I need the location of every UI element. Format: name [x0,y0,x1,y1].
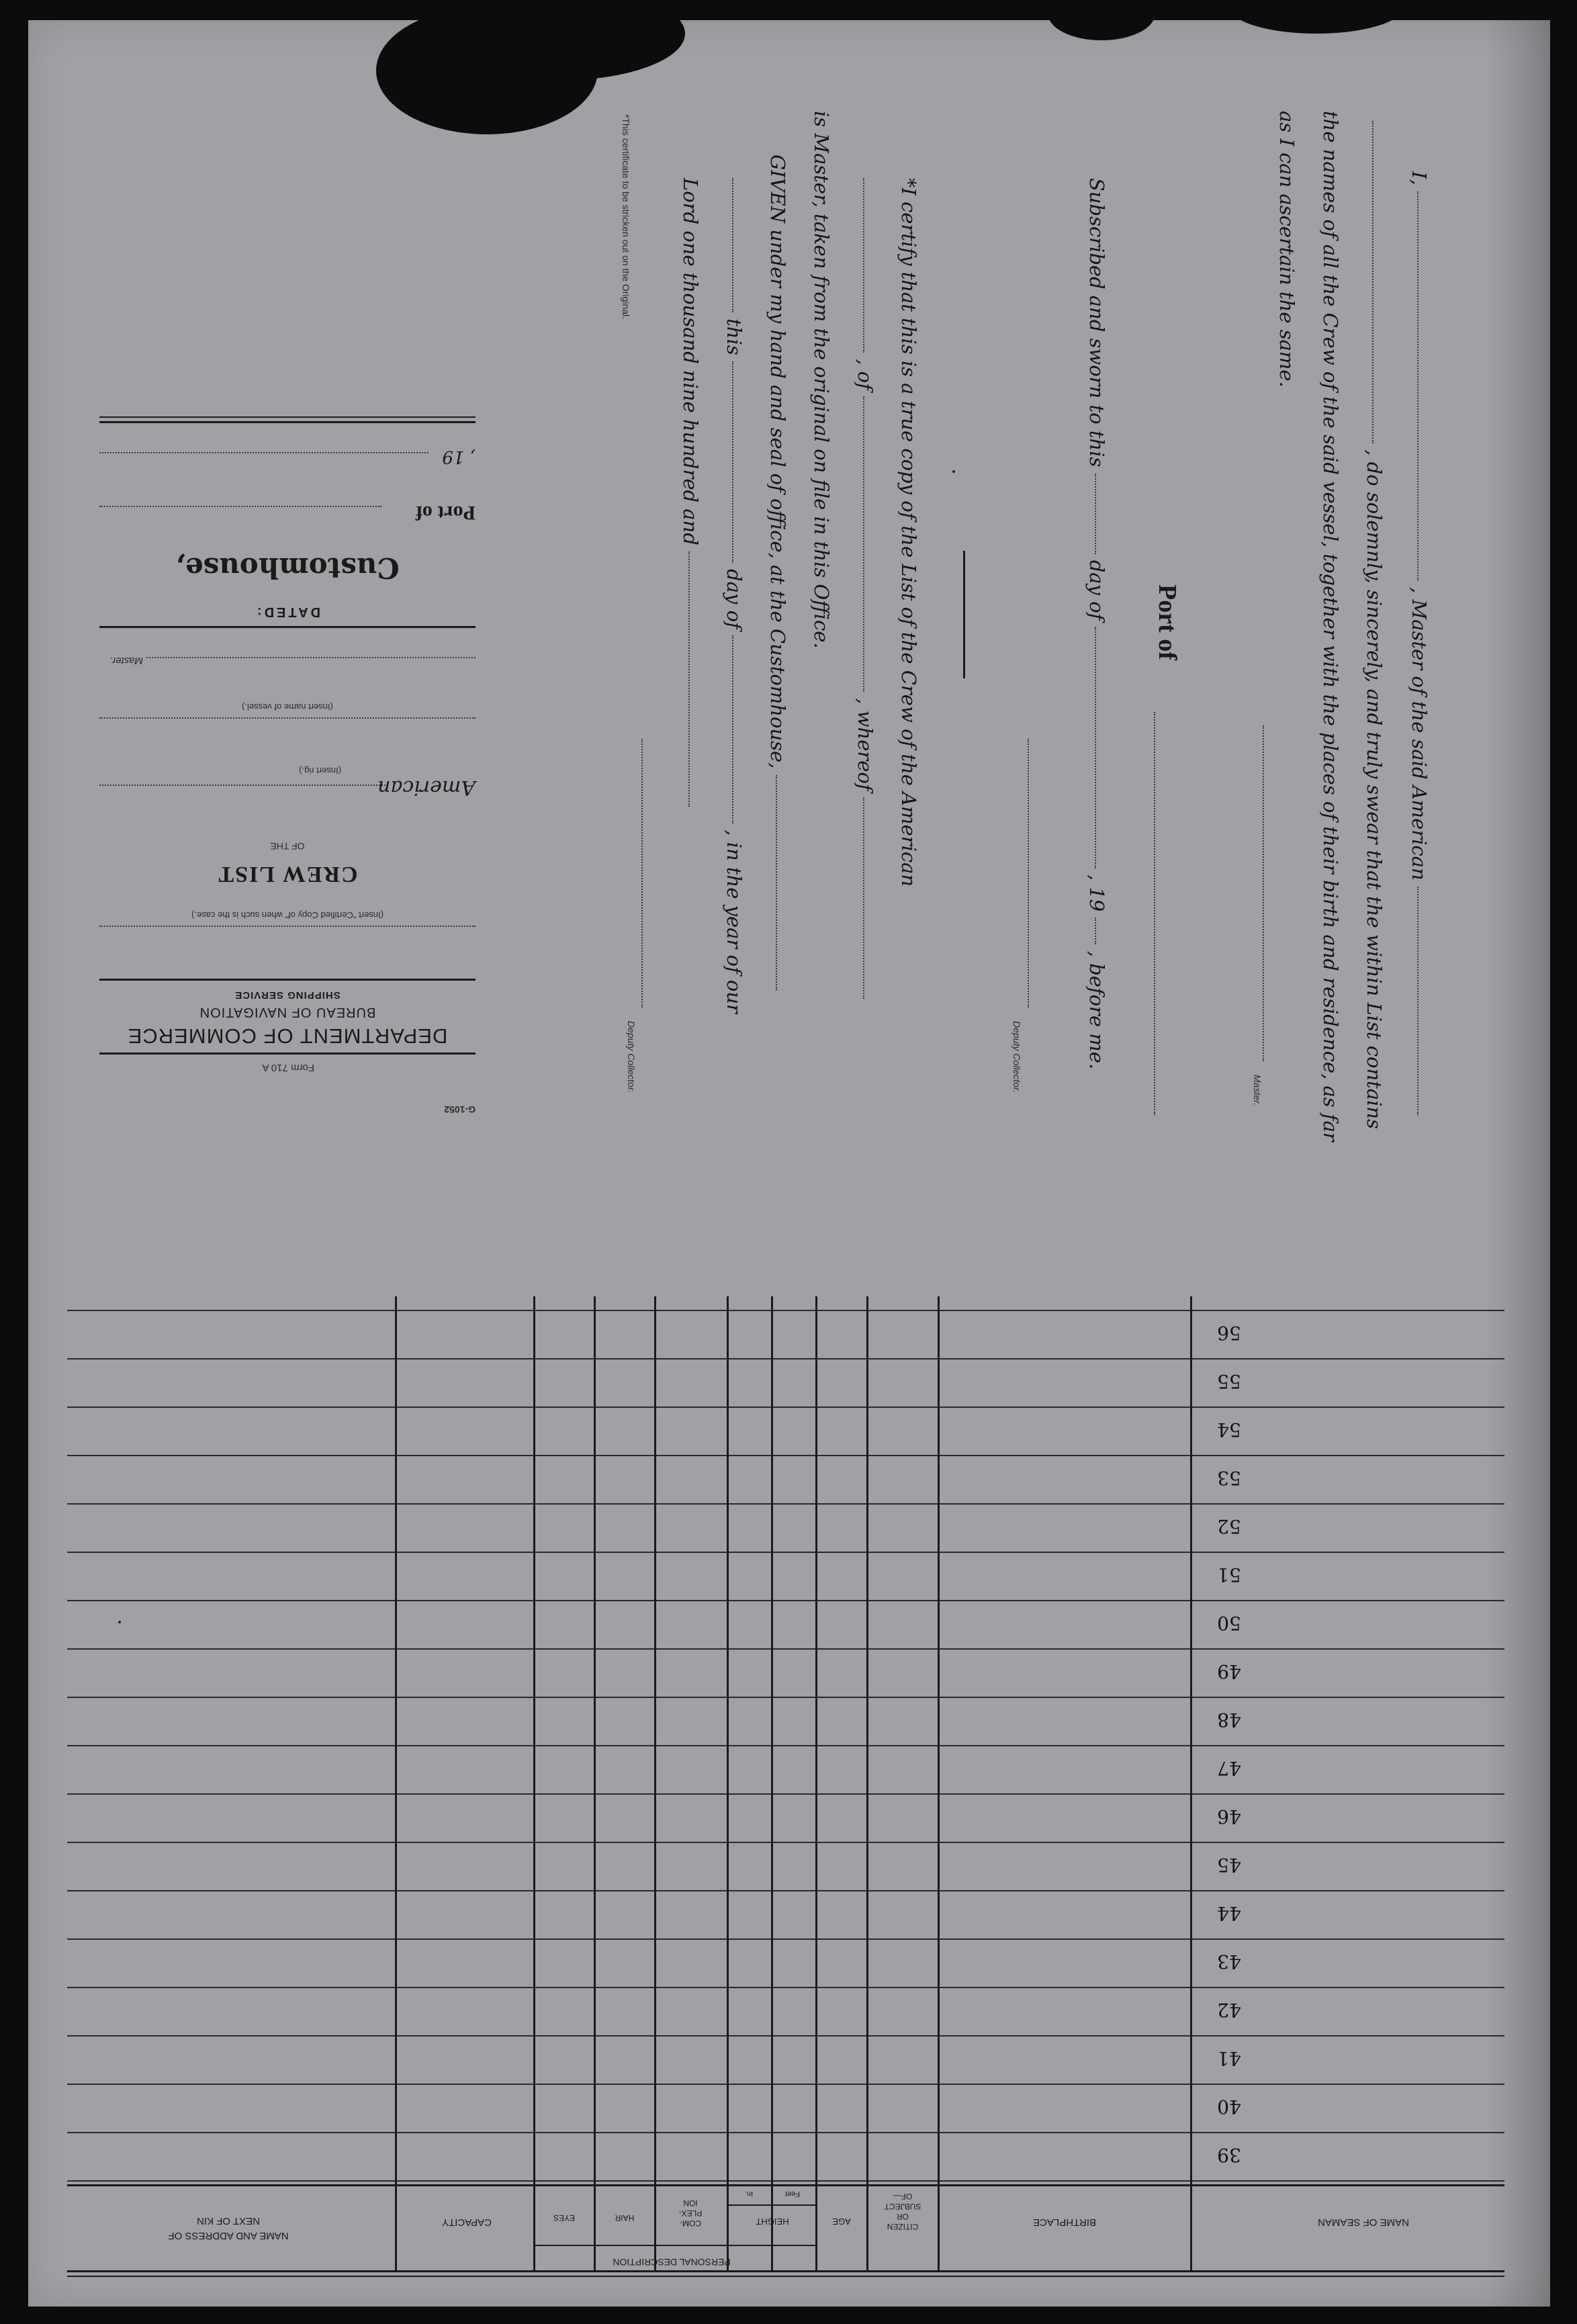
row-number: 44 [1217,1902,1241,1924]
rig-line [99,785,388,786]
row-number: 47 [1217,1757,1241,1779]
row-number: 42 [1217,1999,1241,2021]
master-signature-line [1263,725,1264,1061]
header-feet: Feet [785,2190,801,2198]
header-citizen: CITIZEN OR SUBJECT OF— [884,2192,921,2231]
cover-master-label: Master. [109,655,143,666]
date-line [99,452,429,453]
cover-rule [99,979,476,981]
certificate-line-3: is Master, taken from the original on file in this Office. [810,111,833,649]
oath-line-1 [1404,171,1431,1112]
cover-rule [99,416,476,418]
certificate-line-1: *I certify that this is a true copy of the List of the Crew of the American [897,178,920,887]
row-number: 54 [1217,1419,1241,1441]
insert-vessel-hint: (Insert name of vessel.) [242,702,333,712]
col-divider [815,1296,817,2270]
row-number: 56 [1217,1322,1241,1344]
row-number: 51 [1217,1564,1241,1586]
dated-label: DATED: [254,605,321,619]
insert-rig-hint: (Insert rig.) [299,766,341,776]
row-number: 52 [1217,1515,1241,1537]
oath-port-of: Port of [1153,584,1181,660]
cover-rule [99,1053,476,1055]
certificate-deputy-collector: Deputy Collector. [626,1021,637,1093]
oath-master-of: , Master of the said American [1408,587,1431,881]
certificate-footnote: *This certificate to be stricken out on the Original. [621,114,631,320]
row-number: 55 [1217,1370,1241,1392]
header-height: HEIGHT [756,2217,789,2227]
header-hair: HAIR [615,2213,635,2223]
cover-port-of: Port of [415,502,476,524]
certificate-line-6: Lord one thousand nine hundred and [675,178,702,984]
subscribed-line: Subscribed and sworn to this day of , 19 , before me. [1085,178,1108,1070]
row-number: 40 [1217,2096,1241,2118]
port-line [99,506,381,507]
certified-line [99,926,476,927]
col-divider [866,1296,868,2270]
crew-list-title: CREW LIST [217,862,358,887]
col-divider [594,1296,596,2270]
certificate-line-2: , of , whereof [850,178,876,1118]
oath-line-3: the names of all the Crew of the said vessel, together with the places of their birth and residence, as far [1319,111,1342,1142]
header-birthplace: BIRTHPLACE [1033,2217,1096,2228]
american-label: American [377,776,476,799]
bureau-title: BUREAU OF NAVIGATION [199,1005,376,1020]
col-divider [727,1296,729,2270]
row-number: 45 [1217,1854,1241,1876]
department-title: DEPARTMENT OF COMMERCE [127,1024,448,1048]
crew-table [67,1310,1504,2304]
certificate-line-5: this day of , in the year of our [719,178,746,1186]
of-the: OF THE [270,841,305,852]
row-number: 53 [1217,1467,1241,1489]
oath-line-4: as I can ascertain the same. [1275,111,1298,388]
dot-mark [952,470,955,473]
cover-year: , 19 [442,447,476,467]
header-age: AGE [832,2217,851,2227]
master-line [146,657,476,658]
header-next-of-kin: NAME AND ADDRESS OF NEXT OF KIN [168,2215,289,2241]
oath-line-2 [1359,121,1386,1196]
oath-deputy-line [1028,739,1029,1008]
row-number: 43 [1217,1951,1241,1973]
height-rule [727,2204,815,2206]
header-eyes: EYES [553,2213,576,2223]
cover-rule [99,626,476,628]
header-name-of-seaman: NAME OF SEAMAN [1318,2217,1409,2228]
certified-hint: (Insert "Certified Copy of" when such is the case.) [191,910,384,920]
row-number: 49 [1217,1660,1241,1683]
header-inches: In. [744,2190,754,2198]
row-number: 41 [1217,2047,1241,2069]
certificate-deputy-line [641,739,643,1008]
form-code: G-1052 [444,1104,476,1115]
col-divider [1190,1296,1192,2270]
header-personal-description: PERSONAL DESCRIPTION [613,2257,731,2268]
cover-panel [99,269,476,1115]
vessel-line [99,717,476,719]
oath-i: I, [1408,171,1431,185]
row-numbers [1209,1316,1263,2190]
row-number: 39 [1217,2144,1241,2166]
oath-deputy-collector: Deputy Collector. [1011,1021,1022,1093]
header-complexion: COM- PLEX- ION [678,2198,703,2228]
form-number: Form 710 A [262,1062,314,1073]
speck [118,1621,121,1623]
col-divider [533,1296,535,2270]
header-capacity: CAPACITY [442,2217,492,2228]
col-divider [771,1296,773,2270]
col-divider [938,1296,940,2270]
personal-description-rule [533,2245,815,2246]
oath-swear-text: , do solemnly, sincerely, and truly swear that the within List contains [1363,449,1386,1129]
customhouse-label: Customhouse, [175,551,400,584]
row-number: 48 [1217,1709,1241,1731]
cover-rule [99,421,476,423]
col-divider [654,1296,656,2270]
row-number: 46 [1217,1805,1241,1828]
certificate-line-4: GIVEN under my hand and seal of office, at the Customhouse, [762,154,789,960]
service-title: SHIPPING SERVICE [234,989,341,1001]
col-divider [395,1296,397,2270]
section-divider [963,551,965,678]
master-signature-label: Master. [1252,1075,1263,1106]
row-number: 50 [1217,1612,1241,1634]
oath-port-line [1154,712,1155,1115]
